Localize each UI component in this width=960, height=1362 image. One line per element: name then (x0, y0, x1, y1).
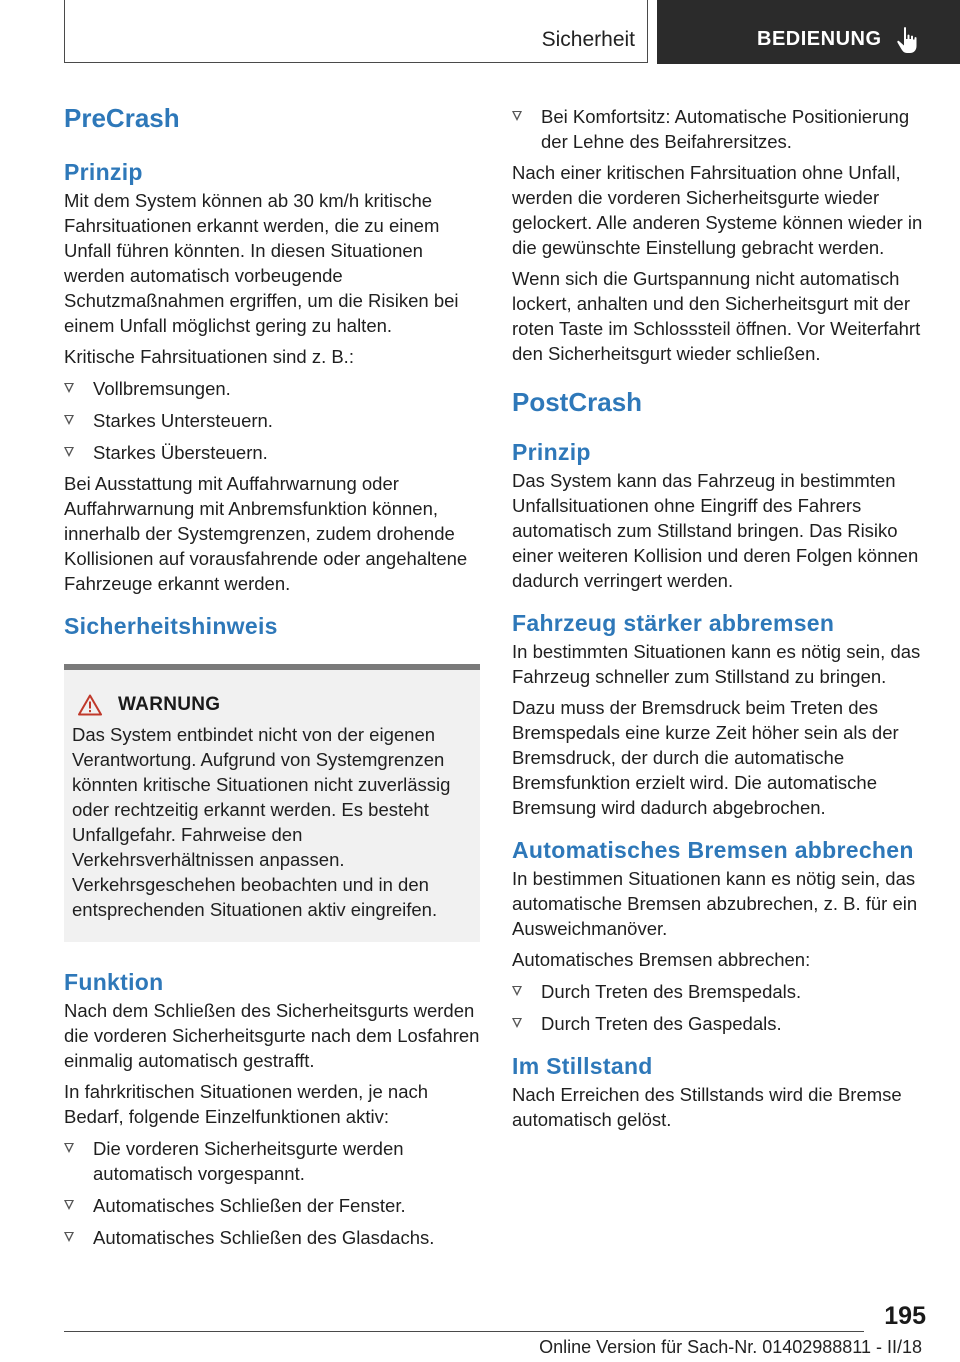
list-item: Starkes Untersteuern. (64, 408, 482, 433)
cancel-braking-text: In bestimmen Situationen kann es nötig sein, das automatische Bremsen abzubrechen, z. B. für ein Ausweichmanöver. (512, 868, 918, 939)
standstill-text: Nach Erreichen des Stillstands wird die Bremse automatisch gelöst. (512, 1084, 902, 1130)
safety-note-heading: Sicherheitshinweis (64, 613, 278, 639)
cancel-braking-heading: Automatisches Bremsen abbrechen (512, 837, 914, 863)
funktion-text: Nach dem Schließen des Sicherheitsgurts werden die vorderen Sicherheitsgurte nach dem Losfahren einmalig automatisch gestrafft. (64, 1000, 480, 1071)
warning-label: WARNUNG (118, 694, 221, 715)
critical-situations-intro: Kritische Fahrsituationen sind z. B.: (64, 346, 354, 367)
list-item: Durch Treten des Bremspedals. (512, 979, 930, 1004)
footer-divider (64, 1331, 864, 1332)
online-version-note: Online Version für Sach-Nr. 01402988811 - II/18 (539, 1337, 922, 1357)
cancel-braking-intro: Automatisches Bremsen abbrechen: (512, 949, 811, 970)
brake-harder-text: In bestimmten Situationen kann es nötig sein, das Fahrzeug schneller zum Stillstand zu bringen. (512, 641, 921, 687)
list-item: Bei Komfortsitz: Automatische Positionierung der Lehne des Beifahrersitzes. (512, 104, 930, 154)
single-functions-intro: In fahrkritischen Situationen werden, je nach Bedarf, folgende Einzelfunktionen aktiv: (64, 1081, 429, 1127)
post-critical-text: Nach einer kritischen Fahrsituation ohne Unfall, werden die vorderen Sicherheitsgurte wieder gelockert. Alle anderen Systeme können wieder in die gewünschte Einstellung gebracht werden. (512, 162, 923, 258)
chapter-title: BEDIENUNG (757, 28, 882, 50)
standstill-heading: Im Stillstand (512, 1053, 653, 1079)
section-title: Sicherheit (541, 28, 635, 51)
warning-triangle-icon (78, 694, 102, 716)
precrash-principle-text: Mit dem System können ab 30 km/h kritische Fahrsituationen erkannt werden, die zu einem Unfall führen könnten. In diesen Situationen werden automatisch vorbeugende Schutzmaßnahmen ergriffen, um die Risiken bei einem Unfall möglichst gering zu halten. (64, 190, 459, 336)
brake-harder-heading: Fahrzeug stärker abbremsen (512, 610, 835, 636)
belt-tension-text: Wenn sich die Gurtspannung nicht automatisch lockert, anhalten und den Sicherheitsgurt mit der roten Taste im Schlosssteil öffnen. Vor Weiterfahrt den Sicherheitsgurt wieder schließen. (512, 268, 921, 364)
pointing-hand-icon (895, 26, 921, 56)
left-column (64, 100, 482, 1250)
brake-pressure-text: Dazu muss der Bremsdruck beim Treten des Bremspedals eine kurze Zeit höher sein als der Bremsdruck, der durch die automatische Bremsfunktion erzielt wird. Die automatische Bremsung wird dadurch abgebrochen. (512, 697, 899, 818)
funktion-heading: Funktion (64, 969, 164, 995)
page-header (0, 0, 960, 66)
postcrash-principle-text: Das System kann das Fahrzeug in bestimmten Unfallsituationen ohne Eingriff des Fahrers automatisch zum Stillstand bringen. Das Risiko einer weiteren Kollision und deren Folgen können dadurch verringert werden. (512, 470, 919, 591)
list-item: Vollbremsungen. (64, 376, 482, 401)
warning-box (64, 664, 480, 942)
warning-text: Das System entbindet nicht von der eigenen Verantwortung. Aufgrund von Systemgrenzen könnten kritische Situationen nicht zuverlässig oder rechtzeitig erkannt werden. Es besteht Unfallgefahr. Fahrweise den Verkehrsverhältnissen anpassen. Verkehrsgeschehen beobachten und in den entsprechenden Situationen aktiv eingreifen. (72, 724, 451, 920)
collision-warning-text: Bei Ausstattung mit Auffahrwarnung oder Auffahrwarnung mit Anbremsfunktion können, innerhalb der Systemgrenzen, zudem drohende Kollisionen auf vorausfahrende oder angehaltene Fahrzeuge erkannt werden. (64, 473, 468, 594)
list-item: Starkes Übersteuern. (64, 440, 482, 465)
page-number: 195 (884, 1302, 926, 1330)
precrash-title: PreCrash (64, 103, 180, 133)
list-item: Durch Treten des Gaspedals. (512, 1011, 930, 1036)
right-column (512, 104, 930, 1132)
list-item: Die vorderen Sicherheitsgurte werden automatisch vorgespannt. (64, 1136, 482, 1186)
list-item: Automatisches Schließen der Fenster. (64, 1193, 482, 1218)
postcrash-title: PostCrash (512, 387, 643, 417)
section-tab (64, 0, 648, 63)
chapter-tab (657, 0, 960, 64)
prinzip-heading: Prinzip (512, 439, 591, 465)
prinzip-heading: Prinzip (64, 159, 143, 185)
list-item: Automatisches Schließen des Glasdachs. (64, 1225, 482, 1250)
